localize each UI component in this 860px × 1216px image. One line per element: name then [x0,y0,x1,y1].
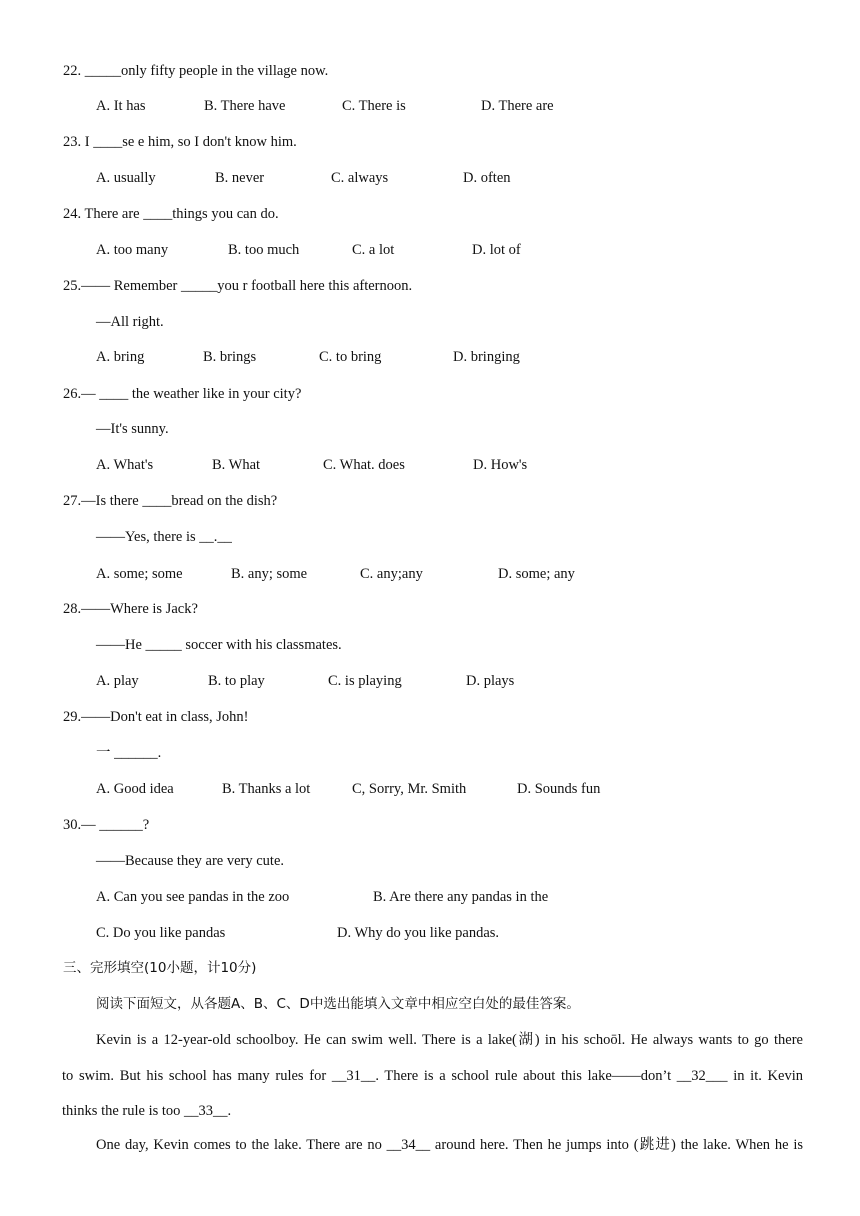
q29-option-a: A. Good idea [96,781,174,797]
passage-para1-line2: to swim. But his school has many rules for __31__. There is a school rule about this lake——don’t __32___ in it. Kevin [62,1068,803,1084]
q22-option-b: B. There have [204,98,286,114]
question-25-reply: —All right. [96,314,164,330]
question-22-stem: 22. _____only fifty people in the village now. [63,63,329,79]
question-25-stem: 25.—— Remember _____you r football here this afternoon. [63,278,413,294]
section-heading: 三、完形填空(10小题，计10分) [63,960,257,976]
question-23-stem: 23. I ____se e him, so I don't know him. [63,134,297,150]
q23-option-d: D. often [463,170,511,186]
q27-option-b: B. any; some [231,566,308,582]
q27-option-a: A. some; some [96,566,183,582]
q23-option-a: A. usually [96,170,156,186]
q22-option-d: D. There are [481,98,554,114]
q25-option-c: C. to bring [319,349,382,365]
q27-option-c: C. any;any [360,566,423,582]
q22-option-a: A. It has [96,98,146,114]
q25-option-d: D. bringing [453,349,520,365]
q30-option-b: B. Are there any pandas in the [373,889,549,905]
question-26-stem: 26.— ____ the weather like in your city? [63,386,302,402]
question-29-reply: 一 ______. [96,745,162,761]
q22-option-c: C. There is [342,98,406,114]
q26-option-d: D. How's [473,457,528,473]
passage-para1-line3: thinks the rule is too __33__. [62,1103,232,1119]
question-28-stem: 28.——Where is Jack? [63,601,198,617]
question-27-stem: 27.—Is there ____bread on the dish? [63,493,278,509]
question-28-reply: ——He _____ soccer with his classmates. [96,637,342,653]
passage-para2-line1: One day, Kevin comes to the lake. There are no __34__ around here. Then he jumps into (跳进) the lake. When he is [96,1137,803,1153]
q26-option-b: B. What [212,457,261,473]
q28-option-b: B. to play [208,673,265,689]
section-instruction: 阅读下面短文，从各题A、B、C、D中选出能填入文章中相应空白处的最佳答案。 [96,996,580,1012]
question-27-reply: ——Yes, there is __.__ [96,529,232,545]
question-26-reply: —It's sunny. [96,421,169,437]
q30-option-d: D. Why do you like pandas. [337,925,500,941]
passage-para1-line1: Kevin is a 12-year-old schoolboy. He can swim well. There is a lake(湖) in his schoōl. He always wants to go there [96,1032,803,1048]
q25-option-b: B. brings [203,349,257,365]
question-29-stem: 29.——Don't eat in class, John! [63,709,249,725]
question-24-stem: 24. There are ____things you can do. [63,206,279,222]
question-30-stem: 30.— ______? [63,817,150,833]
q27-option-d: D. some; any [498,566,575,582]
q28-option-d: D. plays [466,673,515,689]
question-30-reply: ——Because they are very cute. [96,853,285,869]
q23-option-c: C. always [331,170,389,186]
q24-option-b: B. too much [228,242,300,258]
q29-option-b: B. Thanks a lot [222,781,311,797]
q30-option-a: A. Can you see pandas in the zoo [96,889,290,905]
q26-option-c: C. What. does [323,457,405,473]
q24-option-c: C. a lot [352,242,395,258]
q23-option-b: B. never [215,170,265,186]
q25-option-a: A. bring [96,349,145,365]
q28-option-a: A. play [96,673,139,689]
q28-option-c: C. is playing [328,673,402,689]
q24-option-d: D. lot of [472,242,521,258]
q26-option-a: A. What's [96,457,154,473]
q29-option-c: C, Sorry, Mr. Smith [352,781,467,797]
q24-option-a: A. too many [96,242,169,258]
q30-option-c: C. Do you like pandas [96,925,226,941]
q29-option-d: D. Sounds fun [517,781,601,797]
